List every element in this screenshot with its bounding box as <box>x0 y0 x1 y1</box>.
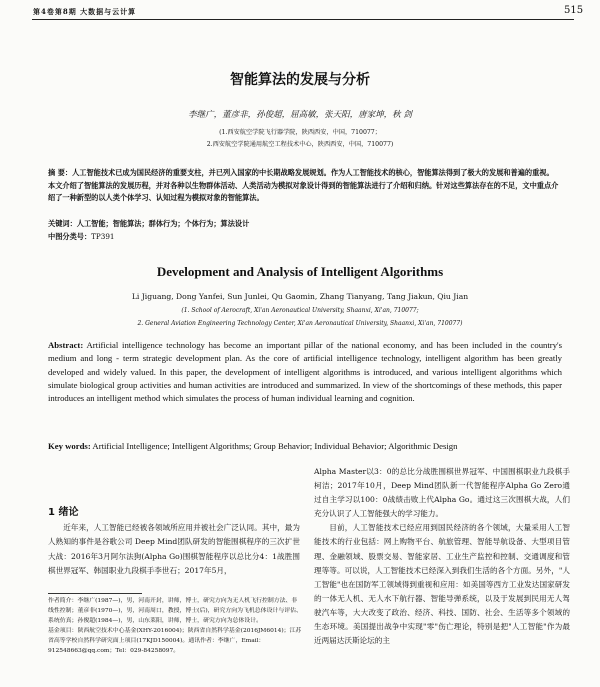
section-heading: 1 绪论 <box>48 507 79 518</box>
footnotes <box>48 596 302 657</box>
header-rule <box>32 19 574 20</box>
affiliation-english-1: (1. School of Aerocraft, Xi'an Aeronautical University, Shaanxi, Xi'an, 710077; <box>181 307 419 314</box>
footnote-funding: 基金项目：陕西航空技术中心基金(XHY-2016004)；陕西省自然科学基金(2016JM6014)；江苏省高等学校自然科学研究面上项目(17KJD150004)。通讯作者：李继广，Email：912548663@qq.com；Tel：029-84258097。 <box>48 628 302 655</box>
keywords-english <box>48 440 562 452</box>
affiliation-chinese-1: (1.西安航空学院飞行器学院，陕西西安，中国，710077； <box>219 129 381 136</box>
keywords-chinese <box>48 218 568 231</box>
right-column <box>314 465 570 648</box>
classification-number <box>48 231 568 244</box>
keywords-english-text: Artificial Intelligence; Intelligent Algorithms; Group Behavior; Individual Behavior; Algorithmic Design <box>92 441 458 451</box>
title-chinese: 智能算法的发展与分析 <box>230 72 370 88</box>
page-number: 515 <box>564 5 584 16</box>
footnote-rule <box>48 593 142 594</box>
classification-value: TP391 <box>91 232 115 241</box>
abstract-chinese <box>48 167 560 205</box>
right-paragraph-1: Alpha Master以3：0的总比分战胜围棋世界冠军、中国围棋职业九段棋手柯洁；2017年10月，Deep Mind团队新一代智能程序Alpha Go Zero通过自主学习以100：0战绩击败上代Alpha Go。通过这三次围棋大战，人们充分认识了人工智能强大的学习能力。 <box>314 467 570 519</box>
authors-english: Li Jiguang, Dong Yanfei, Sun Junlei, Qu Gaomin, Zhang Tianyang, Tang Jiakun, Qiu Jian <box>131 292 469 301</box>
abstract-english-label: Abstract: <box>48 340 84 350</box>
title-english: Development and Analysis of Intelligent Algorithms <box>156 264 444 279</box>
keywords-chinese-label: 关键词： <box>48 219 77 228</box>
classification-label: 中图分类号： <box>48 232 92 241</box>
keywords-english-label: Key words: <box>48 441 91 451</box>
left-column <box>48 521 300 579</box>
intro-paragraph: 近年来，人工智能已经被各领域所应用并被社会广泛认同。其中，最为人熟知的事件是谷歌公司 Deep Mind团队研发的智能围棋程序的三次扩世大战：2016年3月阿尔法狗(Alpha Go)围棋智能程序以总比分4：1战胜围棋世界冠军、韩国职业九段棋手李世石；2017年5月， <box>48 523 300 576</box>
footnote-author-bio: 作者简介：李继广(1987—)，男，河南开封，讲师，博士，研究方向为无人机飞行控制方法、非线性控制；董彦非(1970—)，男，河南周口，教授，博士(后)，研究方向为飞机总体设计与评估、系统仿真；孙俊超(1984—)，男，山东莱阳，讲师，博士，研究方向为总体设计。 <box>48 598 302 625</box>
right-paragraph-2: 目前，人工智能技术已经应用到国民经济的各个领域，大量采用人工智能技术的行业包括：网上购物平台、航旅管理、智能导航设备、大型项目管理、金融领域、股票交易、智能家居、工业生产监控和控制、交通调度和管理等等。可以说，人工智能技术已经深入到我们生活的各个方面。另外，"人工智能"也在国防军工领域得到重视和应用：如美国等西方工业发达国家研发的一体无人机、无人水下航行器、智能导弹系统，以及于发展到民用无人驾驶汽车等，大大改变了政治、经济、科技、国防、社会、生活等多个领域的生态环境。美国提出战争中实现"零"伤亡理论，特别是把"人工智能"作为最近两届达沃斯论坛的主 <box>314 523 570 646</box>
affiliation-english-2: 2. General Aviation Engineering Technology Center, Xi'an Aeronautical University, Shaanxi, Xi'an, 710077) <box>137 320 463 327</box>
abstract-chinese-label: 摘 要： <box>48 168 73 177</box>
affiliation-chinese-2: 2.西安航空学院通用航空工程技术中心，陕西西安，中国，710077) <box>206 141 394 148</box>
abstract-english <box>48 339 562 405</box>
keywords-chinese-text: 人工智能；智能算法；群体行为；个体行为；算法设计 <box>76 219 250 228</box>
abstract-chinese-text: 人工智能技术已成为国民经济的重要支柱，并已列入国家的中长期战略发展规划。作为人工智能技术的核心，智能算法得到了极大的发展和普遍的重视。本文介绍了智能算法的发展历程，并对各种以生物群体活动、人类活动为模拟对象设计得到的智能算法进行了介绍和归纳。针对这些算法存在的不足，文中重点介绍了一种新型的以人类个体学习、认知过程为模拟对象的智能算法。 <box>48 168 559 202</box>
abstract-english-text: Artificial intelligence technology has become an important pillar of the national economy, and has been included in the country's medium and long - term strategic development plan. As the core of artificial intelligence technology, intelligent algorithm has been greatly developed and widely valued. In this paper, the development of intelligent algorithms is introduced, and various intelligent algorithms which simulate biological group activities and human activities are introduced and summarized. In view of the shortcomings of these methods, this paper introduces an intelligent method which simulates the process of human individual learning and cognition. <box>48 340 562 404</box>
running-header: 第4卷第8期 大数据与云计算 <box>33 7 137 16</box>
authors-chinese: 李继广，董彦非，孙俊超，屈高敏，张天阳，唐家坤，秋 剑 <box>188 110 412 120</box>
